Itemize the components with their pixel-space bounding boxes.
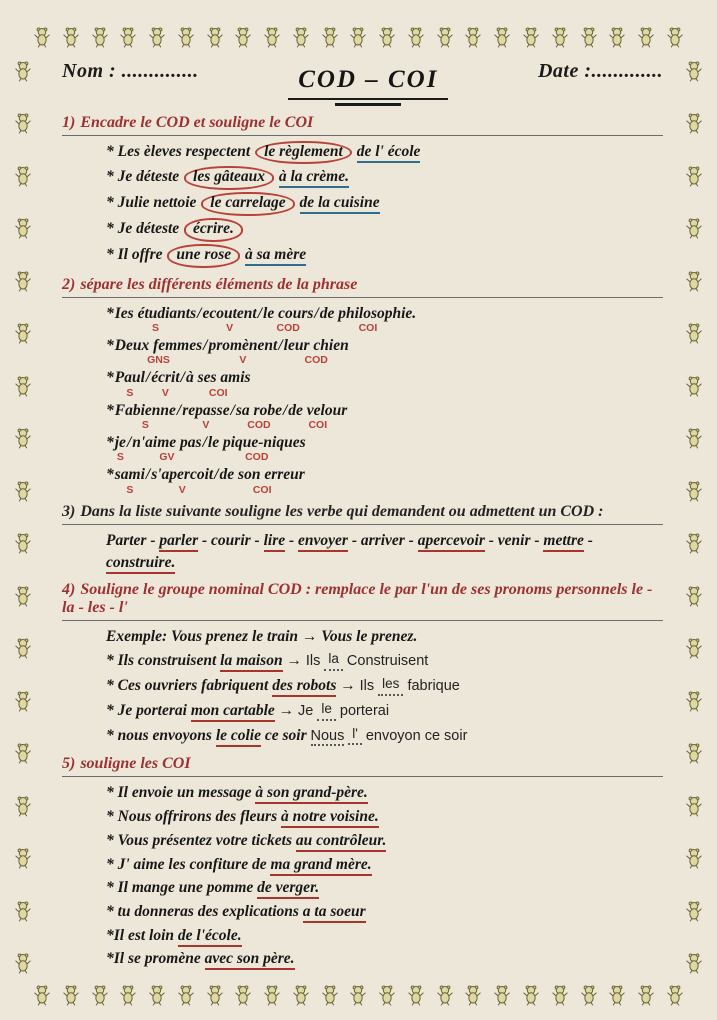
text-segment: * Je déteste	[106, 219, 184, 237]
worksheet-line	[106, 401, 663, 430]
text-segment: le	[317, 700, 336, 721]
section-number: 5)	[62, 755, 76, 773]
decor-figure-icon	[686, 952, 702, 974]
decor-figure-icon	[350, 984, 366, 1006]
decor-figure-icon	[178, 984, 194, 1006]
section	[62, 580, 663, 747]
section-number: 4)	[62, 581, 76, 599]
section-heading	[62, 754, 663, 777]
decor-figure-icon	[494, 984, 510, 1006]
worksheet-line	[106, 675, 663, 698]
section	[62, 754, 663, 970]
text-segment: *Il est loin	[106, 926, 178, 944]
grammar-label: V	[239, 354, 247, 367]
section	[62, 275, 663, 495]
decor-figure-icon	[15, 900, 31, 922]
worksheet-line	[106, 166, 663, 190]
text-segment: une rose	[167, 244, 240, 268]
worksheet-line	[106, 854, 663, 876]
grammar-label: S	[116, 451, 124, 464]
text-segment: le règlement	[255, 141, 352, 165]
part-text: n'aime pas	[132, 434, 202, 452]
decor-figure-icon	[322, 984, 338, 1006]
part-text: à ses amis	[185, 369, 251, 387]
decor-figure-icon	[581, 984, 597, 1006]
decor-figure-icon	[293, 26, 309, 48]
decor-figure-icon	[15, 270, 31, 292]
text-segment: parler	[159, 532, 198, 552]
decor-figure-icon	[638, 984, 654, 1006]
text-segment: /	[202, 434, 207, 452]
text-segment: * Ils construisent	[106, 651, 221, 669]
grammar-label: V	[178, 483, 186, 496]
text-segment: l'	[348, 725, 362, 746]
decor-figure-icon	[15, 322, 31, 344]
worksheet-line	[106, 877, 663, 899]
text-segment: écrire.	[184, 218, 243, 242]
text-segment: * Nous offrirons des fleurs	[106, 808, 281, 826]
decor-figure-icon	[15, 847, 31, 869]
decor-figure-icon	[609, 984, 625, 1006]
labeled-part	[208, 336, 277, 365]
worksheet-line	[106, 830, 663, 852]
decor-figure-icon	[581, 26, 597, 48]
section	[62, 113, 663, 268]
worksheet-line	[106, 368, 663, 397]
worksheet-line	[106, 465, 663, 494]
page-title: COD – COI	[288, 66, 448, 100]
decor-figure-icon	[686, 375, 702, 397]
section-number: 2)	[62, 275, 76, 293]
worksheet-line	[106, 244, 663, 268]
text-segment: →	[336, 676, 360, 694]
grammar-label: V	[161, 386, 169, 399]
worksheet-line	[106, 925, 663, 947]
decor-figure-icon	[686, 900, 702, 922]
labeled-part	[284, 336, 349, 365]
text-segment	[296, 194, 300, 211]
decor-figure-icon	[34, 26, 50, 48]
grammar-label: COI	[358, 321, 378, 334]
decor-figure-icon	[15, 480, 31, 502]
decor-figure-icon	[63, 26, 79, 48]
part-text: s'apercoit	[151, 466, 214, 484]
decor-figure-icon	[465, 984, 481, 1006]
decor-figure-icon	[465, 26, 481, 48]
text-segment: *Il se promène	[106, 950, 205, 968]
decor-border-bottom	[34, 984, 683, 1008]
decor-figure-icon	[15, 375, 31, 397]
grammar-label: COI	[308, 419, 328, 432]
name-field-label: Nom : ..............	[62, 60, 199, 82]
text-segment: *	[106, 401, 114, 419]
worksheet-line	[106, 948, 663, 970]
worksheet-line	[106, 626, 663, 648]
labeled-part	[115, 304, 196, 333]
part-text: promènent	[208, 336, 278, 354]
part-text: Ies étudiants	[114, 304, 197, 322]
text-segment: fabrique	[403, 677, 460, 694]
text-segment: /	[282, 401, 288, 419]
decor-border-right	[684, 60, 704, 974]
part-text: sami	[114, 466, 145, 484]
text-segment: *	[106, 466, 114, 484]
decor-figure-icon	[15, 952, 31, 974]
worksheet-line	[106, 304, 663, 333]
worksheet-line	[106, 336, 663, 365]
sections-container	[62, 113, 663, 970]
text-segment: mettre	[543, 532, 583, 552]
decor-figure-icon	[293, 984, 309, 1006]
decor-figure-icon	[264, 984, 280, 1006]
decor-figure-icon	[149, 26, 165, 48]
date-field-label: Date :.............	[537, 60, 663, 82]
title-underline	[335, 103, 401, 106]
decor-figure-icon	[437, 26, 453, 48]
decor-figure-icon	[379, 26, 395, 48]
section-items	[62, 298, 663, 495]
decor-figure-icon	[15, 112, 31, 134]
worksheet-content	[62, 50, 663, 982]
grammar-label: COD	[247, 419, 271, 432]
labeled-part	[115, 433, 126, 462]
worksheet-line	[106, 700, 663, 723]
decor-figure-icon	[437, 984, 453, 1006]
text-segment: Exemple: Vous prenez le train → Vous le prenez.	[106, 628, 418, 646]
decor-figure-icon	[149, 984, 165, 1006]
text-segment: avec son père.	[205, 950, 295, 970]
grammar-label: COD	[245, 451, 269, 464]
decor-figure-icon	[686, 112, 702, 134]
part-text: le cours	[263, 304, 314, 322]
text-segment: les	[378, 675, 403, 696]
text-segment: le colie	[216, 727, 261, 747]
text-segment: - arriver -	[347, 531, 418, 549]
text-segment: ma grand mère.	[270, 856, 371, 876]
text-segment: * Il mange une pomme	[106, 879, 258, 897]
section-number: 3)	[62, 502, 76, 520]
decor-figure-icon	[15, 427, 31, 449]
decor-figure-icon	[120, 26, 136, 48]
worksheet-line	[106, 806, 663, 828]
text-segment: /	[314, 304, 319, 322]
decor-border-left	[13, 60, 33, 974]
text-segment: Construisent	[342, 652, 429, 669]
text-segment: /	[176, 401, 182, 419]
text-segment: à la crème.	[279, 168, 349, 188]
grammar-label: GNS	[147, 354, 170, 367]
part-text: de velour	[288, 401, 348, 419]
text-segment: * Les èleves respectent	[106, 142, 255, 160]
text-segment: *	[106, 336, 114, 354]
decor-figure-icon	[667, 984, 683, 1006]
part-text: leur chien	[283, 336, 349, 354]
text-segment: construire.	[106, 554, 175, 574]
labeled-part	[288, 401, 347, 430]
decor-figure-icon	[686, 165, 702, 187]
text-segment: /	[203, 336, 208, 354]
labeled-part	[115, 465, 145, 494]
grammar-label: GV	[159, 451, 175, 464]
text-segment: -	[285, 531, 299, 549]
decor-figure-icon	[207, 984, 223, 1006]
worksheet-line	[106, 782, 663, 804]
decor-figure-icon	[686, 690, 702, 712]
text-segment: de l'école.	[178, 927, 242, 947]
labeled-part	[182, 401, 229, 430]
decor-figure-icon	[686, 60, 702, 82]
decor-figure-icon	[264, 26, 280, 48]
grammar-label: COD	[276, 321, 300, 334]
decor-figure-icon	[15, 165, 31, 187]
decor-figure-icon	[379, 984, 395, 1006]
text-segment: * Il offre	[106, 245, 167, 263]
part-text: le pique-niques	[207, 434, 306, 452]
labeled-part	[115, 368, 145, 397]
grammar-label: S	[151, 321, 159, 334]
grammar-label: S	[141, 419, 149, 432]
section-title: sépare les différents éléments de la phrase	[80, 275, 358, 293]
labeled-part	[202, 304, 256, 333]
text-segment: /	[197, 304, 202, 322]
part-text: je	[114, 434, 126, 452]
grammar-label: COI	[252, 483, 272, 496]
worksheet-line	[106, 901, 663, 923]
worksheet-title-block	[288, 66, 448, 106]
decor-figure-icon	[15, 585, 31, 607]
part-text: Deux femmes	[114, 336, 203, 354]
labeled-part	[263, 304, 313, 333]
decor-figure-icon	[15, 532, 31, 554]
labeled-part	[115, 336, 202, 365]
text-segment: au contrôleur.	[296, 832, 386, 852]
decor-figure-icon	[408, 984, 424, 1006]
text-segment: * Vous présentez votre tickets	[106, 831, 296, 849]
text-segment: ce soir	[261, 726, 311, 744]
part-text: de son erreur	[219, 466, 305, 484]
section-title: Souligne le groupe nominal COD : remplace le par l'un de ses pronoms personnels le - la - les - l'	[62, 581, 653, 617]
text-segment: le carrelage	[201, 192, 294, 216]
decor-figure-icon	[638, 26, 654, 48]
section	[62, 502, 663, 573]
decor-border-top	[34, 26, 683, 50]
section-heading	[62, 580, 663, 621]
labeled-part	[186, 368, 251, 397]
text-segment: à sa mère	[245, 246, 306, 266]
text-segment: Nous	[310, 727, 345, 744]
section-heading	[62, 502, 663, 525]
text-segment: *	[106, 304, 114, 322]
decor-figure-icon	[552, 984, 568, 1006]
decor-figure-icon	[15, 60, 31, 82]
section-items	[62, 621, 663, 747]
text-segment: Parter -	[106, 531, 160, 549]
decor-figure-icon	[494, 26, 510, 48]
decor-figure-icon	[408, 26, 424, 48]
text-segment: * J' aime les confiture de	[106, 855, 271, 873]
text-segment: envoyer	[298, 532, 348, 552]
text-segment: de l' école	[357, 143, 421, 163]
part-text: écrit	[151, 369, 180, 387]
decor-figure-icon	[235, 26, 251, 48]
section-items	[62, 525, 663, 573]
worksheet-line	[106, 141, 663, 165]
decor-figure-icon	[686, 795, 702, 817]
part-text: sa robe	[235, 401, 282, 419]
decor-figure-icon	[92, 26, 108, 48]
decor-figure-icon	[15, 637, 31, 659]
worksheet-line	[106, 530, 663, 573]
worksheet-line	[106, 192, 663, 216]
part-text: ecoutent	[202, 304, 257, 322]
text-segment: la	[324, 650, 343, 671]
text-segment: /	[230, 401, 235, 419]
section-title: souligne les COI	[80, 755, 191, 773]
section-heading	[62, 113, 663, 136]
worksheet-header	[62, 50, 663, 106]
labeled-part	[151, 368, 179, 397]
text-segment: * Julie nettoie	[106, 194, 201, 212]
decor-figure-icon	[609, 26, 625, 48]
text-segment: /	[214, 466, 219, 484]
text-segment: les gâteaux	[184, 166, 274, 190]
decor-figure-icon	[686, 532, 702, 554]
text-segment: * Je porterai	[106, 701, 191, 719]
text-segment: * Je déteste	[106, 168, 184, 186]
text-segment: * tu donneras des explications	[106, 902, 303, 920]
grammar-label: V	[202, 419, 210, 432]
decor-figure-icon	[523, 984, 539, 1006]
labeled-part	[220, 465, 305, 494]
text-segment: /	[180, 369, 185, 387]
grammar-label: COD	[304, 354, 328, 367]
decor-figure-icon	[686, 217, 702, 239]
text-segment: Ils	[305, 652, 325, 669]
grammar-label: COI	[208, 386, 228, 399]
decor-figure-icon	[235, 984, 251, 1006]
text-segment: porterai	[335, 702, 390, 719]
part-text: Paul	[114, 369, 145, 387]
grammar-label: S	[126, 483, 134, 496]
decor-figure-icon	[686, 427, 702, 449]
decor-figure-icon	[15, 217, 31, 239]
decor-figure-icon	[552, 26, 568, 48]
text-segment: Je	[298, 702, 318, 719]
decor-figure-icon	[120, 984, 136, 1006]
decor-figure-icon	[207, 26, 223, 48]
grammar-label: V	[226, 321, 234, 334]
text-segment: *	[106, 369, 114, 387]
section-title: Encadre le COD et souligne le COI	[80, 113, 314, 131]
text-segment: *	[106, 434, 114, 452]
worksheet-line	[106, 218, 663, 242]
labeled-part	[132, 433, 201, 462]
text-segment: envoyon ce soir	[361, 727, 468, 744]
text-segment: /	[126, 434, 132, 452]
worksheet-line	[106, 650, 663, 673]
worksheet-line	[106, 433, 663, 462]
text-segment: Ils	[359, 677, 379, 694]
section-items	[62, 777, 663, 970]
text-segment: la maison	[220, 652, 282, 672]
text-segment: -	[583, 531, 593, 549]
decor-figure-icon	[667, 26, 683, 48]
worksheet-line	[106, 725, 663, 748]
decor-figure-icon	[63, 984, 79, 1006]
decor-figure-icon	[350, 26, 366, 48]
text-segment: →	[282, 651, 306, 669]
decor-figure-icon	[686, 637, 702, 659]
labeled-part	[115, 401, 176, 430]
decor-figure-icon	[92, 984, 108, 1006]
part-text: Fabienne	[114, 401, 176, 419]
decor-figure-icon	[686, 480, 702, 502]
text-segment: /	[257, 304, 263, 322]
section-heading	[62, 275, 663, 298]
text-segment: - courir -	[198, 531, 264, 549]
text-segment: * Ces ouvriers fabriquent	[106, 676, 273, 694]
decor-figure-icon	[686, 847, 702, 869]
text-segment: - venir -	[484, 531, 544, 549]
decor-figure-icon	[686, 742, 702, 764]
decor-figure-icon	[178, 26, 194, 48]
decor-figure-icon	[523, 26, 539, 48]
part-text: repasse	[182, 401, 230, 419]
text-segment: à son grand-père.	[255, 784, 367, 804]
text-segment: /	[145, 369, 151, 387]
text-segment: * nous envoyons	[106, 726, 216, 744]
section-title: Dans la liste suivante souligne les verbe qui demandent ou admettent un COD :	[80, 502, 604, 520]
section-items	[62, 136, 663, 268]
text-segment: apercevoir	[418, 532, 485, 552]
text-segment: mon cartable	[191, 702, 275, 722]
labeled-part	[151, 465, 213, 494]
decor-figure-icon	[686, 270, 702, 292]
text-segment: /	[145, 466, 151, 484]
text-segment: de verger.	[257, 879, 319, 899]
part-text: de philosophie.	[319, 304, 417, 322]
labeled-part	[236, 401, 282, 430]
decor-figure-icon	[322, 26, 338, 48]
text-segment: →	[274, 701, 299, 719]
grammar-label: S	[126, 386, 134, 399]
text-segment: de la cuisine	[300, 194, 380, 214]
decor-figure-icon	[15, 742, 31, 764]
labeled-part	[320, 304, 416, 333]
decor-figure-icon	[15, 795, 31, 817]
text-segment: /	[278, 336, 283, 354]
text-segment: a ta soeur	[303, 903, 366, 923]
text-segment: des robots	[272, 677, 336, 697]
decor-figure-icon	[34, 984, 50, 1006]
text-segment: lire	[264, 532, 286, 552]
decor-figure-icon	[15, 690, 31, 712]
section-number: 1)	[62, 113, 76, 131]
text-segment: à notre voisine.	[281, 808, 379, 828]
decor-figure-icon	[686, 585, 702, 607]
decor-figure-icon	[686, 322, 702, 344]
labeled-part	[208, 433, 306, 462]
text-segment: * Il envoie un message	[106, 784, 256, 802]
